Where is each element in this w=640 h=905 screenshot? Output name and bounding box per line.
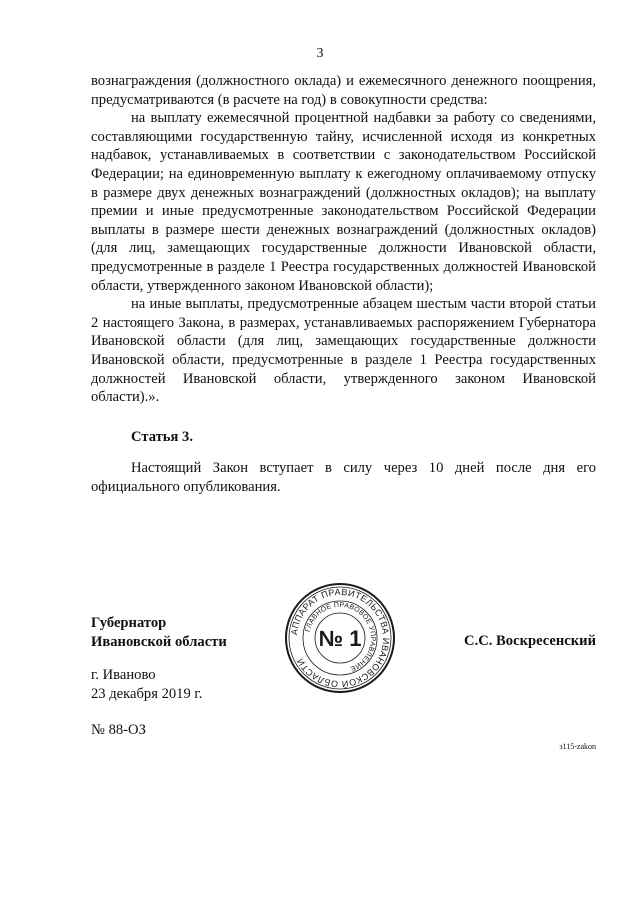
paragraph: на иные выплаты, предусмотренные абзацем шестым части второй статьи 2 настоящего Закона, в размерах, устанавливаемых распоряжением Губернатора Ивановской области (для лиц, замещающих государственные должности Ивановской области, предусмотренные в разделе 1 Реестра государственных должностей Ивановской области, утвержденного законом Ивановской области).».	[91, 296, 596, 406]
signature-title-line: Губернатор	[91, 615, 167, 631]
place-date	[91, 666, 202, 703]
seal-inner-text: ГЛАВНОЕ ПРАВОВОЕ УПРАВЛЕНИЕ	[304, 601, 377, 673]
signature-name: С.С. Воскресенский	[464, 633, 596, 649]
official-seal	[284, 582, 396, 694]
code-mark: з115-zakon	[559, 742, 596, 751]
seal-number: № 1	[318, 626, 362, 651]
signature-title	[91, 614, 227, 651]
article-text: Настоящий Закон вступает в силу через 10 дней после дня его официального опубликования.	[91, 460, 596, 495]
place: г. Иваново	[91, 667, 156, 683]
page-number: 3	[316, 46, 324, 61]
seal-outer-text: АППАРАТ ПРАВИТЕЛЬСТВА ИВАНОВСКОЙ ОБЛАСТИ	[289, 586, 392, 690]
article-heading: Статья 3.	[131, 429, 193, 445]
law-number: № 88-ОЗ	[91, 722, 146, 738]
paragraph: на выплату ежемесячной процентной надбавки за работу со сведениями, составляющими государственную тайну, исчисленной исходя из конкретных надбавок, устанавливаемых в соответствии с законодательством Российской Федерации; на единовременную выплату к ежегодному оплачиваемому отпуску в размере двух денежных вознаграждений (должностных окладов); на выплату премии и иные предусмотренные законодательством Российской Федерации выплаты в размере шести денежных вознаграждений (должностных окладов) (для лиц, замещающих государственные должности Ивановской области, предусмотренные в разделе 1 Реестра государственных должностей Ивановской области, утвержденного законом Ивановской области);	[91, 110, 596, 294]
paragraph: вознаграждения (должностного оклада) и ежемесячного денежного поощрения, предусматриваются (в расчете на год) в совокупности средства:	[91, 73, 596, 108]
signature-title-line: Ивановской области	[91, 633, 227, 650]
body-text	[91, 72, 596, 407]
date: 23 декабря 2019 г.	[91, 685, 203, 702]
